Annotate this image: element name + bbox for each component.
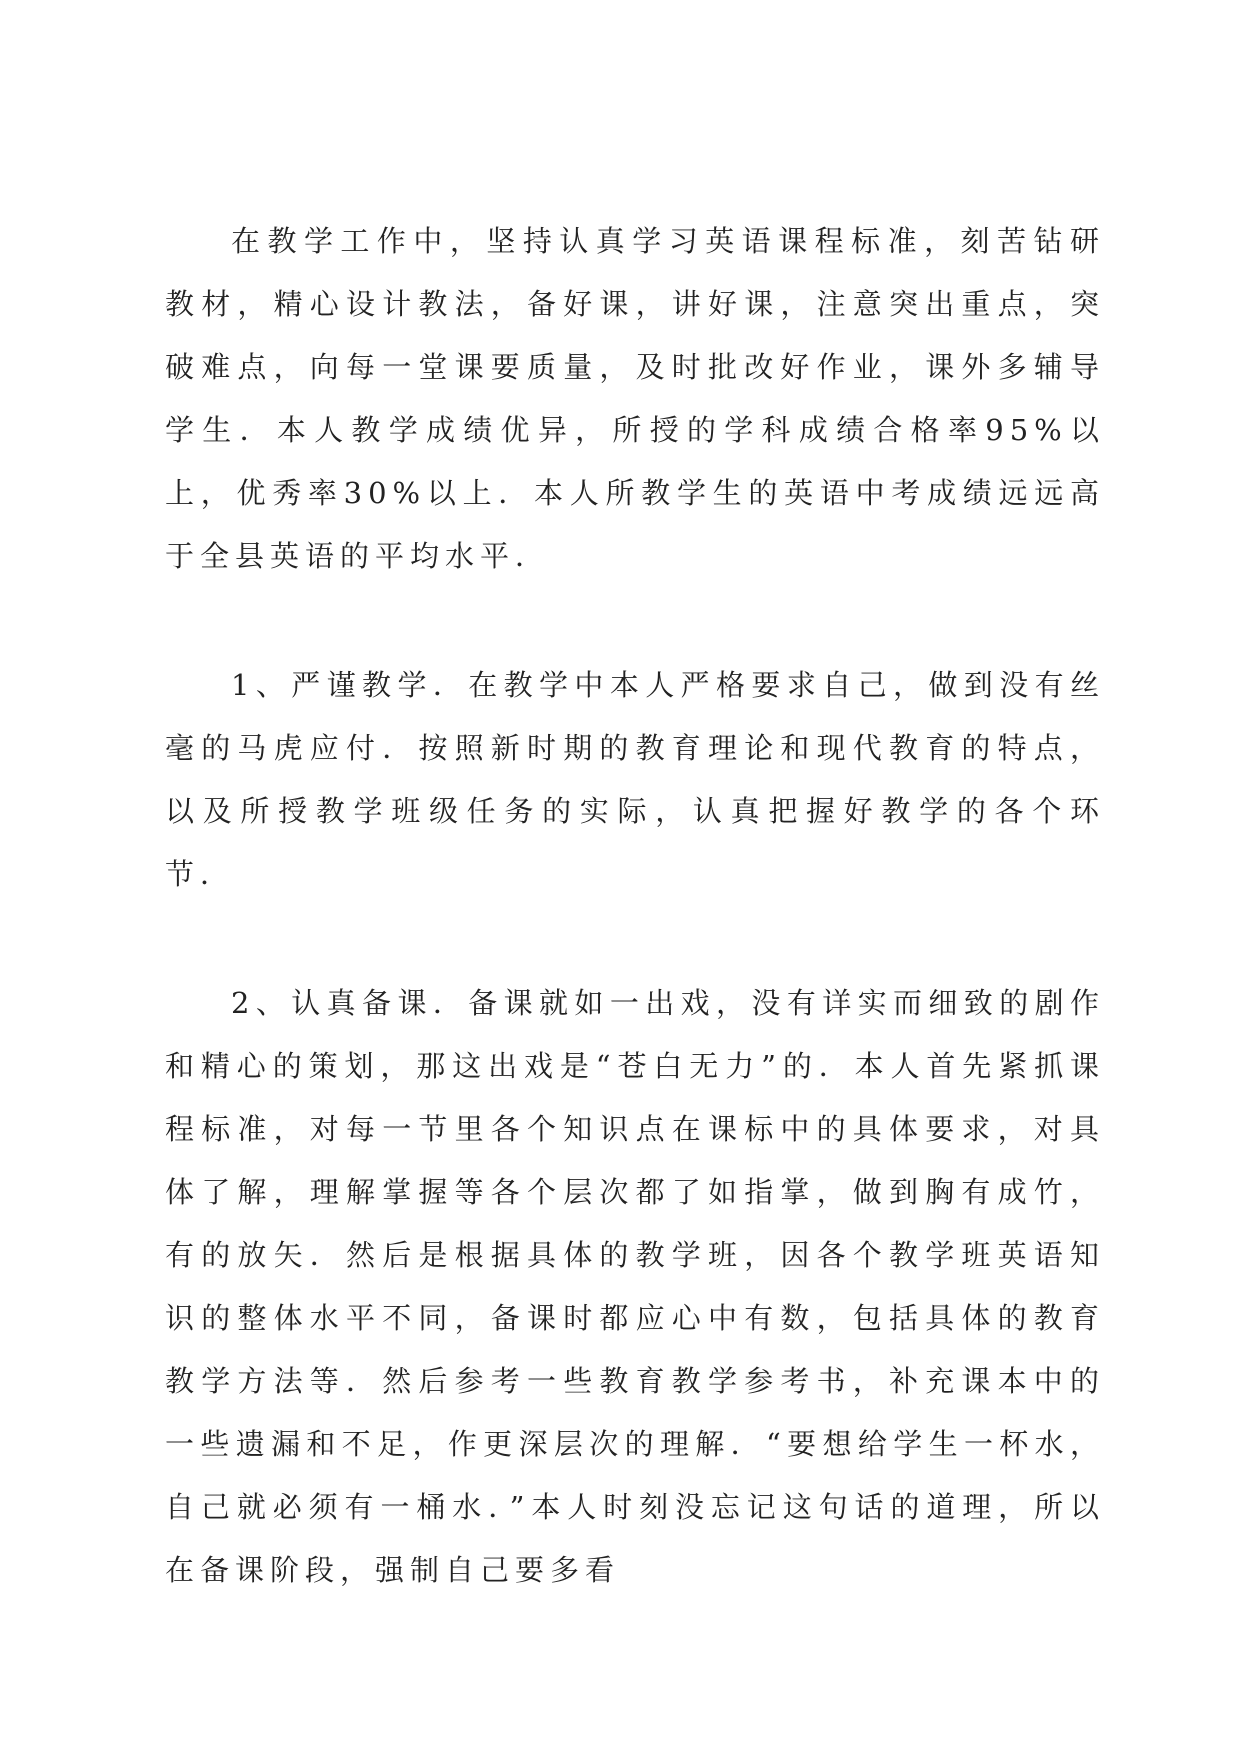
- paragraph-rigorous-teaching: 1、严谨教学．在教学中本人严格要求自己，做到没有丝毫的马虎应付．按照新时期的教育理论和现代教育的特点，以及所授教学班级任务的实际，认真把握好教学的各个环节．: [165, 668, 1105, 891]
- document-page: [165, 210, 1105, 1602]
- paragraph-lesson-preparation: 2、认真备课．备课就如一出戏，没有详实而细致的剧作和精心的策划，那这出戏是“苍白无力”的．本人首先紧抓课程标准，对每一节里各个知识点在课标中的具体要求，对具体了解，理解掌握等各个层次都了如指掌，做到胸有成竹，有的放矢．然后是根据具体的教学班，因各个教学班英语知识的整体水平不同，备课时都应心中有数，包括具体的教育教学方法等．然后参考一些教育教学参考书，补充课本中的一些遗漏和不足，作更深层次的理解．“要想给学生一杯水，自己就必须有一桶水．”本人时刻没忘记这句话的道理，所以在备课阶段，强制自己要多看: [165, 986, 1105, 1587]
- paragraph-teaching-work: 在教学工作中，坚持认真学习英语课程标准，刻苦钻研教材，精心设计教法，备好课，讲好课，注意突出重点，突破难点，向每一堂课要质量，及时批改好作业，课外多辅导学生．本人教学成绩优异，所授的学科成绩合格率95%以上，优秀率30%以上．本人所教学生的英语中考成绩远远高于全县英语的平均水平．: [165, 224, 1105, 573]
